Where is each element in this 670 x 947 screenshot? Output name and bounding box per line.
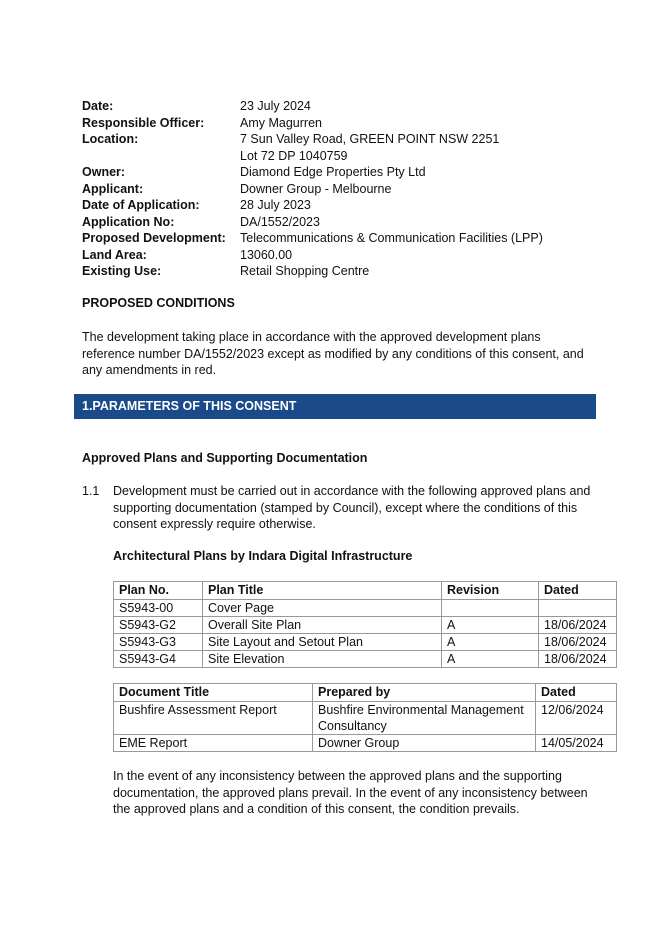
applicant-label: Applicant: <box>82 181 144 196</box>
table-header-cell: Revision <box>442 582 539 600</box>
table-row <box>114 702 617 735</box>
table-cell: Bushfire Assessment Report <box>114 702 313 735</box>
table-cell: EME Report <box>114 735 313 752</box>
meta-row-date <box>82 98 580 115</box>
location-label-spacer <box>82 148 240 165</box>
table-cell: S5943-00 <box>114 600 203 617</box>
meta-row-owner <box>82 164 580 181</box>
location-label: Location: <box>82 132 139 146</box>
table-header-cell: Document Title <box>114 684 313 702</box>
table-cell: S5943-G2 <box>114 617 203 634</box>
table-cell: 18/06/2024 <box>539 634 617 651</box>
meta-row-location <box>82 131 580 148</box>
documents-table-header <box>114 684 617 702</box>
table-cell: Cover Page <box>203 600 442 617</box>
condition-number: 1.1 <box>82 484 100 498</box>
table-row <box>114 651 617 668</box>
meta-row-date-of-application <box>82 197 580 214</box>
table-cell: S5943-G4 <box>114 651 203 668</box>
proposed-development-value: Telecommunications & Communication Facilities (LPP) <box>240 231 543 245</box>
section-banner: 1.PARAMETERS OF THIS CONSENT <box>74 394 596 419</box>
table-row <box>114 600 617 617</box>
table-cell <box>539 600 617 617</box>
architectural-plans-heading: Architectural Plans by Indara Digital Infrastructure <box>113 549 413 563</box>
table-header-cell: Dated <box>539 582 617 600</box>
inconsistency-text: In the event of any inconsistency between the approved plans and the supporting documentation, the approved plans prevail. In the event of any inconsistency between the approved plans and a condition of this consent, the condition prevails. <box>113 769 588 816</box>
meta-row-location-lot <box>82 148 580 165</box>
table-cell: Overall Site Plan <box>203 617 442 634</box>
meta-row-officer <box>82 115 580 132</box>
officer-value: Amy Magurren <box>240 115 322 130</box>
application-details <box>82 98 580 280</box>
documents-table <box>113 683 617 752</box>
table-cell: Site Elevation <box>203 651 442 668</box>
existing-use-value: Retail Shopping Centre <box>240 264 370 278</box>
table-row <box>114 735 617 752</box>
table-cell: Downer Group <box>313 735 536 752</box>
proposed-development-label: Proposed Development: <box>82 231 226 245</box>
table-cell: 12/06/2024 <box>536 702 617 735</box>
approved-plans-heading: Approved Plans and Supporting Documentation <box>82 451 368 465</box>
table-cell: S5943-G3 <box>114 634 203 651</box>
date-value: 23 July 2024 <box>240 99 311 113</box>
date-of-application-label: Date of Application: <box>82 198 200 212</box>
application-no-value: DA/1552/2023 <box>240 214 320 229</box>
table-cell: A <box>442 617 539 634</box>
existing-use-label: Existing Use: <box>82 264 162 278</box>
table-cell: 18/06/2024 <box>539 617 617 634</box>
land-area-value: 13060.00 <box>240 247 293 262</box>
owner-value: Diamond Edge Properties Pty Ltd <box>240 165 426 179</box>
application-no-label: Application No: <box>82 214 175 229</box>
applicant-value: Downer Group - Melbourne <box>240 181 392 196</box>
table-header-cell: Dated <box>536 684 617 702</box>
proposed-conditions-text: The development taking place in accordance with the approved development plans reference number DA/1552/2023 except as modified by any conditions of this consent, and any amendments in red. <box>82 330 584 377</box>
plans-table <box>113 581 617 668</box>
officer-label: Responsible Officer: <box>82 115 205 130</box>
meta-row-existing-use <box>82 263 580 280</box>
date-label: Date: <box>82 99 114 113</box>
date-of-application-value: 28 July 2023 <box>240 198 311 212</box>
table-cell: Bushfire Environmental Management Consultancy <box>313 702 536 735</box>
table-row <box>114 617 617 634</box>
table-header-cell: Prepared by <box>313 684 536 702</box>
condition-text: Development must be carried out in accordance with the following approved plans and supporting documentation (stamped by Council), except where the conditions of this consent expressly require otherwise. <box>113 484 591 531</box>
table-cell: 18/06/2024 <box>539 651 617 668</box>
meta-row-applicant <box>82 181 580 198</box>
table-header-cell: Plan Title <box>203 582 442 600</box>
table-row <box>114 634 617 651</box>
meta-row-land-area <box>82 247 580 264</box>
meta-row-proposed-development <box>82 230 580 247</box>
table-cell: A <box>442 651 539 668</box>
land-area-label: Land Area: <box>82 247 147 262</box>
owner-label: Owner: <box>82 165 126 179</box>
plans-table-header <box>114 582 617 600</box>
meta-row-application-no <box>82 214 580 231</box>
table-cell: Site Layout and Setout Plan <box>203 634 442 651</box>
table-cell: A <box>442 634 539 651</box>
table-header-cell: Plan No. <box>114 582 203 600</box>
proposed-conditions-heading: PROPOSED CONDITIONS <box>82 296 235 310</box>
location-value-address: 7 Sun Valley Road, GREEN POINT NSW 2251 <box>240 132 500 146</box>
location-value-lot: Lot 72 DP 1040759 <box>240 148 348 163</box>
table-cell: 14/05/2024 <box>536 735 617 752</box>
table-cell <box>442 600 539 617</box>
